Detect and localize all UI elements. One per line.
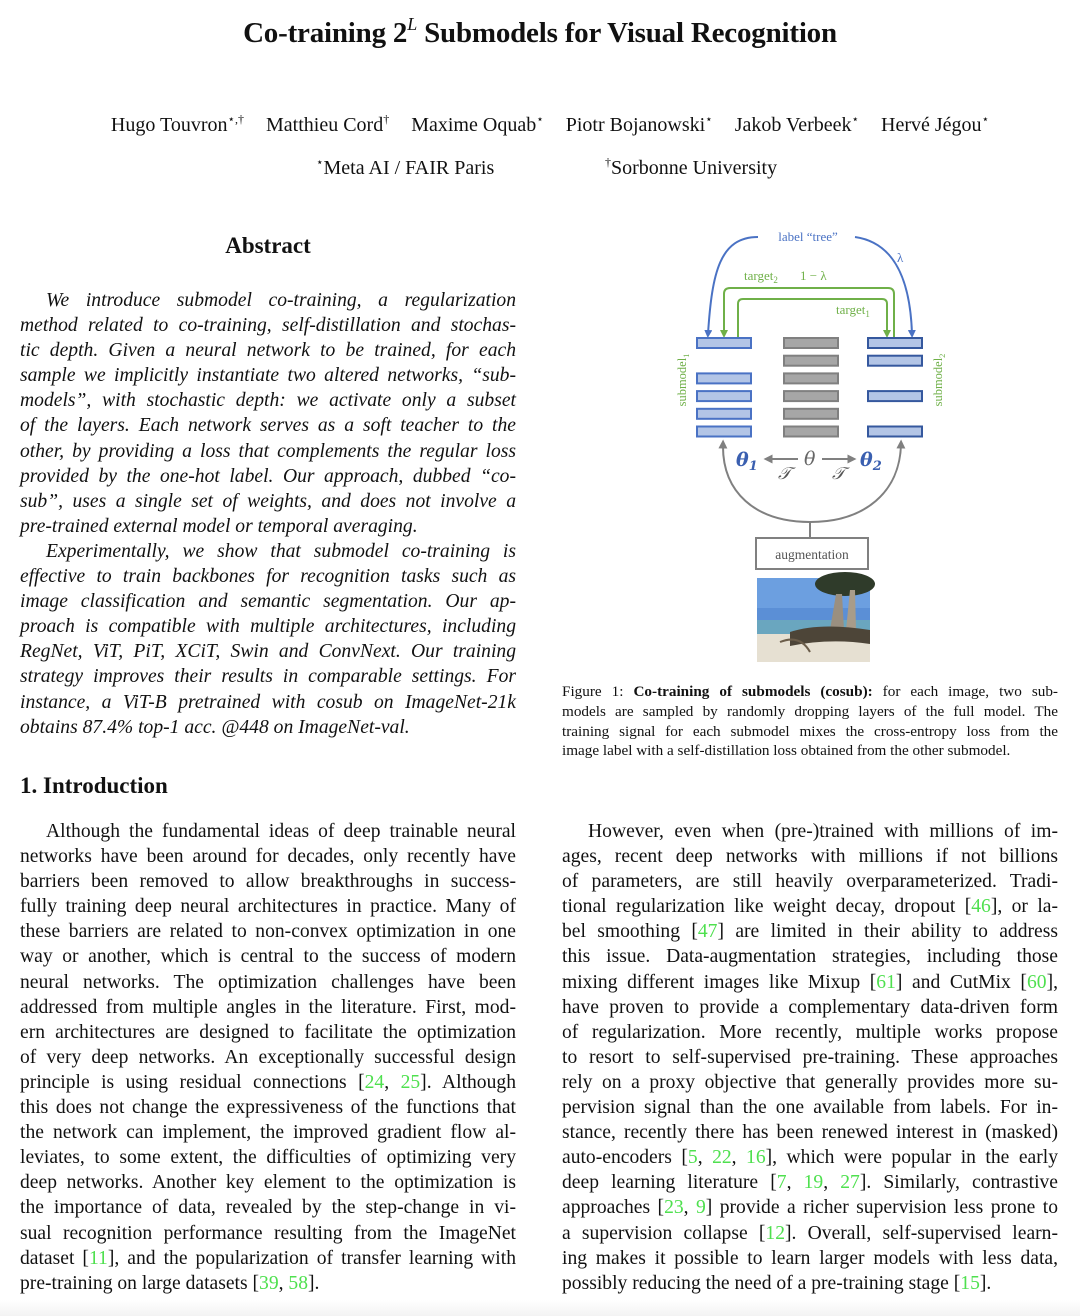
figure-caption — [562, 682, 1058, 761]
text-line: tional regularization like weight decay, dropout [46], or la- — [562, 896, 1058, 918]
text-line: However, even when (pre-)trained with millions of im- — [588, 821, 1058, 842]
citation-link[interactable]: 46 — [971, 896, 991, 918]
text-line: this issue. Data-augmentation strategies, including those — [562, 946, 1058, 968]
author-name: Piotr Bojanowski⋆ — [565, 112, 713, 136]
text-line: pervision signal than the one available from labels. For in- — [562, 1097, 1058, 1119]
text-line: ing makes it possible to learn larger models with less data, — [562, 1247, 1058, 1269]
text-line: image label with a self-distillation loss obtained from the other submodel. — [562, 742, 1011, 760]
author-affiliation-mark: ⋆ — [981, 112, 990, 126]
author-affiliation-mark: ⋆,† — [227, 112, 244, 126]
text-line: pre-trained external model or temporal averaging. — [20, 515, 418, 537]
text-line: approaches [23, 9] provide a richer supervision less prone to — [562, 1197, 1058, 1219]
text-line: barriers been removed to allow breakthroughs in success- — [20, 871, 516, 893]
citation-link[interactable]: 47 — [697, 921, 718, 943]
citation-link[interactable]: 5 — [687, 1147, 698, 1169]
submodel2-layer — [868, 338, 922, 348]
text-line: tic depth. Given a neural network to be trained, for each — [20, 340, 516, 362]
text-line: mixing different images like Mixup [61] and CutMix [60], — [562, 971, 1058, 993]
text-line: way or another, which is central to the success of modern — [20, 946, 516, 968]
text-line: instance, a ViT-B pretrained with cosub on ImageNet-21k — [20, 691, 516, 713]
citation-link[interactable]: 15 — [960, 1272, 980, 1294]
author-affiliation-mark: ⋆ — [536, 112, 544, 126]
text-line: of the layers. Each network serves as a soft teacher to the — [20, 415, 516, 437]
submodel2-layer — [868, 356, 922, 366]
author-name: Maxime Oquab⋆ — [411, 112, 544, 136]
text-line: effective to train backbones for recognition tasks such as — [20, 566, 516, 588]
text-line: We introduce submodel co-training, a regularization — [46, 290, 516, 311]
text-line: deep learning literature [7, 19, 27]. Similarly, contrastive — [562, 1172, 1059, 1194]
full-model-layer — [784, 427, 838, 437]
affiliation-meta: ⋆Meta AI / FAIR Paris — [316, 155, 495, 179]
text-line: to resort to self-supervised pre-training. These approaches — [562, 1046, 1058, 1068]
submodel1-layers — [697, 338, 751, 437]
title-superscript: L — [407, 14, 418, 34]
target1-label: target$_1$ — [836, 302, 870, 319]
caption-title: Co-training of submodels (cosub): — [633, 683, 883, 700]
text-line: neural networks. The optimization challenges have been — [20, 971, 516, 993]
text-line: of regularization. More recently, multiple works propose — [562, 1021, 1058, 1043]
intro-right-column — [562, 819, 1058, 1296]
full-model-layer — [784, 338, 838, 348]
text-line: strategy improves their results in comparable settings. For — [20, 666, 516, 688]
citation-link[interactable]: 23 — [664, 1197, 684, 1219]
intro-heading: 1. Introduction — [20, 773, 168, 798]
citation-link[interactable]: 12 — [765, 1222, 785, 1244]
text-line: sample we implicitly instantiate two altered networks, “sub- — [20, 365, 516, 387]
theta2: $\theta_2$ — [860, 449, 882, 474]
aug-arc-right — [810, 444, 901, 522]
full-model-layer — [784, 356, 838, 366]
input-image-beach — [757, 572, 875, 662]
citation-link[interactable]: 22 — [712, 1147, 732, 1169]
text-line: these barriers are related to non-convex optimization in one — [20, 921, 516, 943]
caption-line: Figure 1: Co-training of submodels (cosub): for each image, two sub- — [562, 683, 1058, 700]
citation-link[interactable]: 25 — [400, 1071, 421, 1093]
text-line: fully training deep neural architectures in practice. Many of — [20, 896, 516, 918]
author-affiliation-mark: † — [383, 112, 390, 126]
text-line: method related to co-training, self-distillation and stochas- — [20, 315, 516, 337]
citation-link[interactable]: 11 — [88, 1247, 108, 1269]
author-name: Jakob Verbeek⋆ — [734, 112, 860, 136]
text-line: image classification and semantic segmentation. Our ap- — [20, 591, 516, 613]
citation-link[interactable]: 39 — [259, 1272, 279, 1294]
text-line: bel smoothing [47] are limited in their ability to address — [562, 921, 1058, 943]
caption-label: Figure 1: — [562, 683, 634, 700]
author-name: Hugo Touvron⋆,† — [110, 112, 244, 136]
transform-T-left: 𝒯 — [778, 464, 792, 484]
full-model-layer — [784, 409, 838, 419]
citation-link[interactable]: 7 — [776, 1172, 787, 1194]
page-bottom-edge — [0, 1300, 1080, 1316]
citation-link[interactable]: 58 — [288, 1272, 309, 1294]
text-line: of parameters, are still heavily overparameterized. Tradi- — [562, 871, 1058, 893]
text-line: obtains 87.4% top-1 acc. @448 on ImageNet-val. — [20, 716, 410, 738]
submodel2-label: submodel$_2$ — [931, 353, 947, 407]
theta: θ — [804, 448, 816, 470]
citation-link[interactable]: 60 — [1026, 971, 1047, 993]
paper-title: Co-training $2^L$ Submodels for Visual Recognition — [243, 14, 837, 49]
full-model-layer — [784, 373, 838, 383]
text-line: proach is compatible with multiple architectures, including — [20, 616, 516, 638]
one-minus-lambda: 1 − λ — [800, 268, 827, 283]
text-line: Experimentally, we show that submodel co-training is — [46, 540, 516, 562]
transform-T-right: 𝒯 — [832, 464, 846, 484]
submodel1-layer — [697, 391, 751, 401]
submodel1-layer — [697, 373, 751, 383]
citation-link[interactable]: 9 — [695, 1197, 706, 1219]
text-line: addressed from multiple angles in the literature. First, mod- — [20, 996, 516, 1018]
submodel2-layer — [868, 427, 922, 437]
text-line: of very deep networks. An exceptionally successful design — [20, 1046, 516, 1068]
author-name: Hervé Jégou⋆ — [881, 112, 990, 136]
author-name: Matthieu Cord† — [266, 112, 390, 136]
text-line: Although the fundamental ideas of deep trainable neural — [46, 821, 516, 842]
affiliation-sorbonne: †Sorbonne University — [605, 155, 778, 179]
text-line: ages, recent deep networks with millions if not billions — [562, 846, 1058, 868]
text-line: networks have been around for decades, only recently have — [20, 846, 516, 868]
author-affiliation-mark: ⋆ — [705, 112, 713, 126]
full-model-layers — [784, 338, 838, 437]
text-line: leviates, to some extent, the difficulties of optimizing very — [20, 1147, 516, 1169]
text-line: sual recognition performance resulting from the ImageNet — [20, 1222, 516, 1244]
submodel2-layer — [868, 391, 922, 401]
abstract-heading: Abstract — [225, 233, 311, 258]
text-line: sub”, uses a single set of weights, and does not involve a — [20, 490, 516, 512]
submodel1-label: submodel$_1$ — [675, 353, 691, 407]
figure-1 — [660, 222, 960, 662]
text-line: rely on a proxy objective that generally provides more su- — [562, 1071, 1058, 1093]
text-line: this does not change the expressiveness of the functions that — [20, 1097, 516, 1119]
text-line: ern architectures are designed to facilitate the optimization — [20, 1021, 516, 1043]
text-line: models are sampled by randomly dropping layers of the full model. The — [562, 702, 1058, 720]
intro-left-column — [20, 819, 516, 1296]
text-line: dataset [11], and the popularization of transfer learning with — [20, 1247, 516, 1269]
augmentation-label: augmentation — [775, 547, 849, 562]
text-line: principle is using residual connections [24, 25]. Although — [20, 1071, 516, 1093]
citation-link[interactable]: 19 — [803, 1172, 824, 1194]
text-line: stance, recently there has been renewed interest in (masked) — [562, 1122, 1058, 1144]
abstract-body — [20, 288, 516, 740]
target2-label: target$_2$ — [744, 268, 778, 285]
theta1: $\theta_1$ — [736, 449, 758, 474]
text-line: the importance of data, revealed by the step-change in vi- — [20, 1197, 516, 1219]
text-line: have proven to provide a complementary data-driven form — [562, 996, 1058, 1018]
text-line: auto-encoders [5, 22, 16], which were popular in the early — [562, 1147, 1058, 1169]
submodel1-layer — [697, 338, 751, 348]
text-line: a supervision collapse [12]. Overall, self-supervised learn- — [562, 1222, 1058, 1244]
label-arrow-right — [855, 237, 912, 334]
full-model-layer — [784, 391, 838, 401]
text-line: models”, with stochastic depth: we activate only a subset — [20, 390, 516, 412]
submodel2-layers — [868, 338, 922, 437]
label-tree-text: label “tree” — [778, 229, 838, 244]
citation-link[interactable]: 27 — [840, 1172, 860, 1194]
citation-link[interactable]: 24 — [364, 1071, 385, 1093]
lambda-text: λ — [897, 250, 904, 265]
text-line: deep networks. Another key element to the optimization is — [20, 1172, 516, 1194]
citation-link[interactable]: 16 — [746, 1147, 766, 1169]
label-arrow — [708, 237, 758, 334]
citation-link[interactable]: 61 — [876, 971, 896, 993]
author-list — [0, 112, 1080, 137]
submodel1-layer — [697, 409, 751, 419]
text-line: the network can implement, the improved gradient flow al- — [20, 1122, 516, 1144]
text-line: provided by the one-hot label. Our approach, dubbed “co- — [20, 465, 516, 487]
text-line: pre-training on large datasets [39, 58]. — [20, 1272, 320, 1294]
text-line: training signal for each submodel mixes the cross-entropy loss from the — [562, 722, 1058, 740]
text-line: RegNet, ViT, PiT, XCiT, Swin and ConvNext. Our training — [20, 641, 516, 663]
cosub-diagram — [660, 222, 960, 662]
author-affiliation-mark: ⋆ — [851, 112, 860, 126]
text-line: other, by providing a loss that complements the regular loss — [20, 440, 516, 462]
text-line: possibly reducing the need of a pre-training stage [15]. — [562, 1272, 992, 1294]
submodel1-layer — [697, 427, 751, 437]
